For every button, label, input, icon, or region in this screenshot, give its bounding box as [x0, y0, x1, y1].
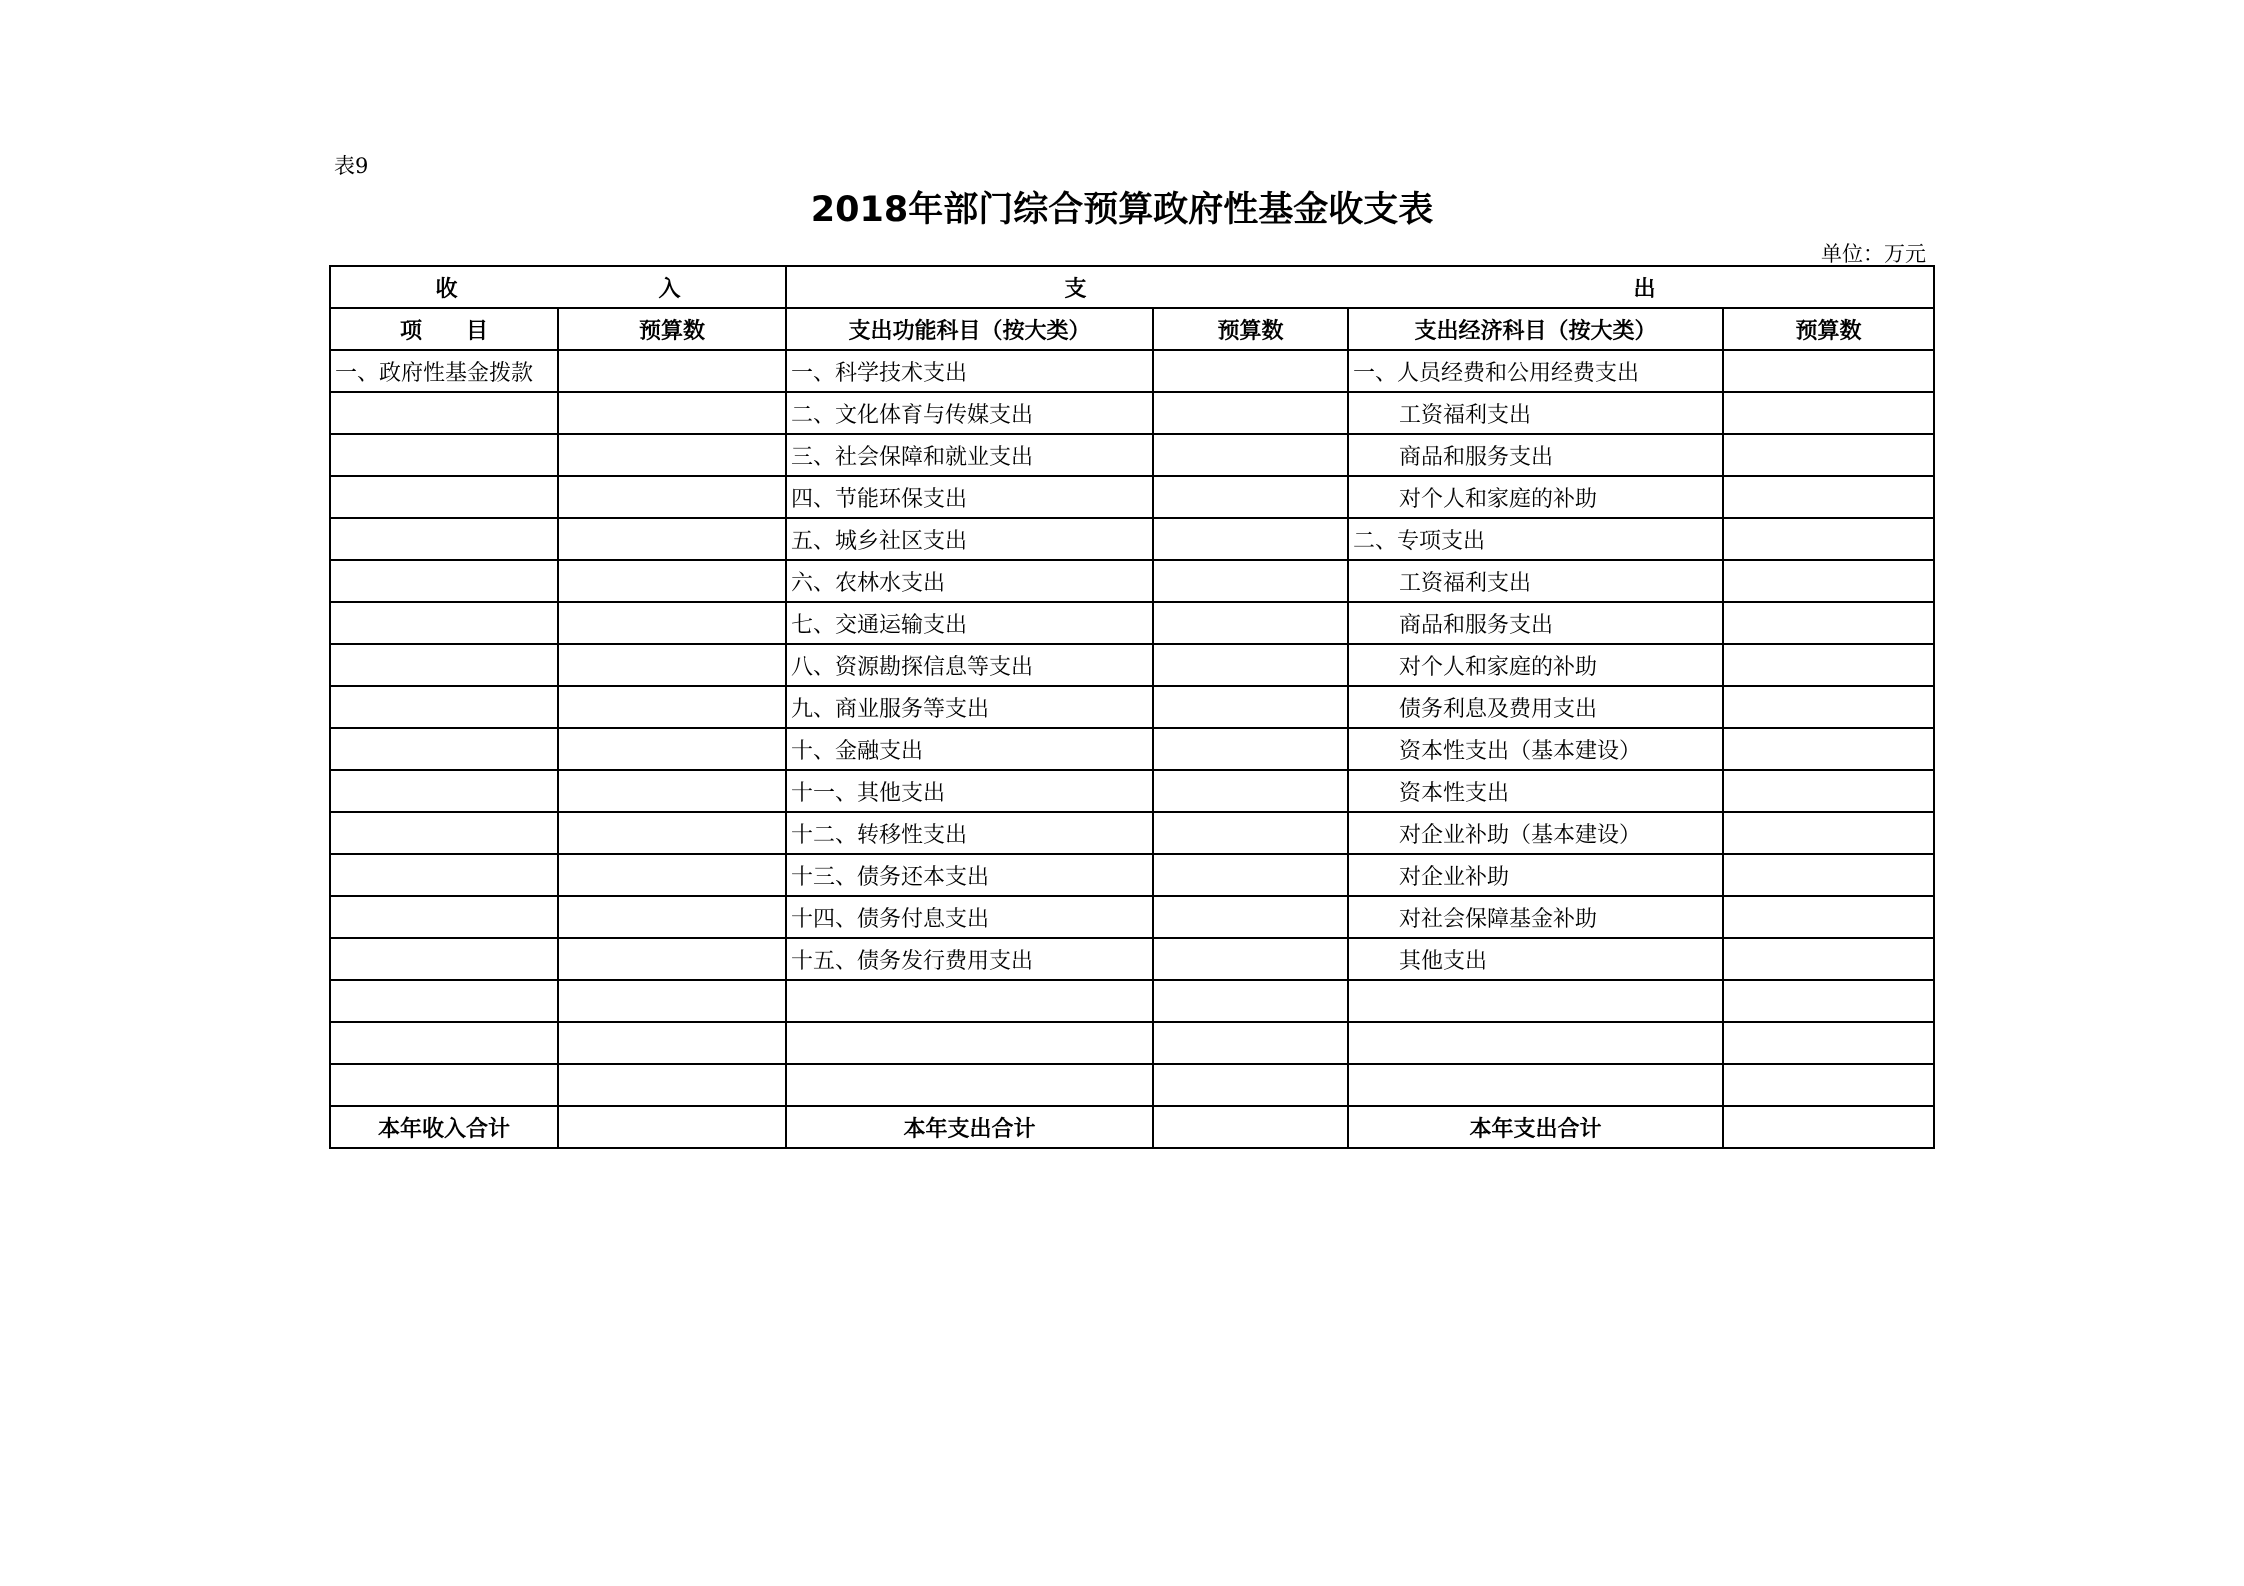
col-header-func-budget: 预算数 [1153, 308, 1348, 350]
income-budget-cell [558, 938, 786, 980]
table-row [330, 770, 1934, 812]
income-budget-cell [558, 728, 786, 770]
func-budget-cell [1153, 392, 1348, 434]
func-budget-cell [1153, 1064, 1348, 1106]
func-subject-cell: 九、商业服务等支出 [786, 686, 1153, 728]
func-subject-cell: 七、交通运输支出 [786, 602, 1153, 644]
income-group-header [330, 266, 786, 308]
econ-budget-cell [1723, 560, 1934, 602]
func-total-label: 本年支出合计 [786, 1106, 1153, 1148]
func-budget-cell [1153, 686, 1348, 728]
econ-subject-cell: 对个人和家庭的补助 [1348, 476, 1723, 518]
econ-budget-cell [1723, 812, 1934, 854]
income-item-cell [330, 518, 558, 560]
func-budget-cell [1153, 1022, 1348, 1064]
income-budget-cell [558, 644, 786, 686]
func-subject-cell: 一、科学技术支出 [786, 350, 1153, 392]
func-subject-cell: 八、资源勘探信息等支出 [786, 644, 1153, 686]
econ-subject-cell: 债务利息及费用支出 [1348, 686, 1723, 728]
group-header-row [330, 266, 1934, 308]
func-subject-cell: 六、农林水支出 [786, 560, 1153, 602]
table-row [330, 980, 1934, 1022]
func-budget-cell [1153, 980, 1348, 1022]
income-item-cell [330, 1022, 558, 1064]
econ-subject-cell: 对企业补助 [1348, 854, 1723, 896]
income-item-cell [330, 644, 558, 686]
budget-table [329, 265, 1935, 1149]
income-budget-cell [558, 392, 786, 434]
table-row [330, 1064, 1934, 1106]
econ-subject-cell [1348, 1064, 1723, 1106]
col-header-item: 项 目 [330, 308, 558, 350]
econ-subject-cell: 商品和服务支出 [1348, 434, 1723, 476]
col-header-func-subject: 支出功能科目（按大类） [786, 308, 1153, 350]
func-budget-cell [1153, 770, 1348, 812]
income-total-value [558, 1106, 786, 1148]
econ-budget-cell [1723, 1022, 1934, 1064]
col-header-econ-budget: 预算数 [1723, 308, 1934, 350]
func-budget-cell [1153, 854, 1348, 896]
econ-subject-cell: 对个人和家庭的补助 [1348, 644, 1723, 686]
table-row [330, 686, 1934, 728]
econ-subject-cell: 工资福利支出 [1348, 392, 1723, 434]
func-subject-cell: 二、文化体育与传媒支出 [786, 392, 1153, 434]
func-budget-cell [1153, 812, 1348, 854]
table-row [330, 602, 1934, 644]
func-budget-cell [1153, 728, 1348, 770]
income-item-cell [330, 980, 558, 1022]
econ-budget-cell [1723, 350, 1934, 392]
income-item-cell [330, 476, 558, 518]
income-group-char-1: 收 [435, 276, 458, 302]
unit-label: 单位：万元 [1821, 242, 1926, 266]
func-subject-cell: 十、金融支出 [786, 728, 1153, 770]
func-budget-cell [1153, 896, 1348, 938]
econ-subject-cell [1348, 1022, 1723, 1064]
econ-subject-cell: 其他支出 [1348, 938, 1723, 980]
econ-total-label: 本年支出合计 [1348, 1106, 1723, 1148]
expense-group-header [786, 266, 1934, 308]
table-row [330, 350, 1934, 392]
totals-row [330, 1106, 1934, 1148]
income-budget-cell [558, 1022, 786, 1064]
econ-budget-cell [1723, 602, 1934, 644]
income-budget-cell [558, 980, 786, 1022]
econ-budget-cell [1723, 854, 1934, 896]
income-budget-cell [558, 476, 786, 518]
income-item-cell [330, 812, 558, 854]
column-header-row [330, 308, 1934, 350]
income-item-cell: 一、政府性基金拨款 [330, 350, 558, 392]
econ-budget-cell [1723, 644, 1934, 686]
func-subject-cell [786, 1064, 1153, 1106]
econ-budget-cell [1723, 518, 1934, 560]
col-header-econ-subject: 支出经济科目（按大类） [1348, 308, 1723, 350]
income-item-cell [330, 560, 558, 602]
func-subject-cell: 五、城乡社区支出 [786, 518, 1153, 560]
econ-budget-cell [1723, 770, 1934, 812]
income-item-cell [330, 896, 558, 938]
col-header-income-budget: 预算数 [558, 308, 786, 350]
func-budget-cell [1153, 476, 1348, 518]
table-row [330, 434, 1934, 476]
econ-subject-cell: 对社会保障基金补助 [1348, 896, 1723, 938]
econ-subject-cell [1348, 980, 1723, 1022]
func-subject-cell [786, 1022, 1153, 1064]
income-budget-cell [558, 350, 786, 392]
func-subject-cell [786, 980, 1153, 1022]
income-item-cell [330, 434, 558, 476]
func-subject-cell: 十二、转移性支出 [786, 812, 1153, 854]
func-subject-cell: 四、节能环保支出 [786, 476, 1153, 518]
econ-budget-cell [1723, 980, 1934, 1022]
func-budget-cell [1153, 560, 1348, 602]
expense-group-char-2: 出 [1633, 276, 1656, 302]
econ-subject-cell: 对企业补助（基本建设） [1348, 812, 1723, 854]
income-item-cell [330, 1064, 558, 1106]
func-budget-cell [1153, 350, 1348, 392]
page-title: 2018年部门综合预算政府性基金收支表 [810, 190, 1434, 230]
func-subject-cell: 十四、债务付息支出 [786, 896, 1153, 938]
table-row [330, 644, 1934, 686]
func-subject-cell: 三、社会保障和就业支出 [786, 434, 1153, 476]
income-item-cell [330, 728, 558, 770]
income-item-cell [330, 392, 558, 434]
income-item-cell [330, 686, 558, 728]
econ-subject-cell: 商品和服务支出 [1348, 602, 1723, 644]
func-budget-cell [1153, 644, 1348, 686]
table-row [330, 812, 1934, 854]
econ-subject-cell: 一、人员经费和公用经费支出 [1348, 350, 1723, 392]
func-budget-cell [1153, 938, 1348, 980]
income-budget-cell [558, 602, 786, 644]
econ-subject-cell: 资本性支出（基本建设） [1348, 728, 1723, 770]
income-budget-cell [558, 1064, 786, 1106]
econ-budget-cell [1723, 1064, 1934, 1106]
econ-subject-cell: 资本性支出 [1348, 770, 1723, 812]
income-group-char-2: 入 [658, 276, 681, 302]
func-budget-cell [1153, 434, 1348, 476]
income-budget-cell [558, 896, 786, 938]
econ-budget-cell [1723, 686, 1934, 728]
func-subject-cell: 十三、债务还本支出 [786, 854, 1153, 896]
table-row [330, 560, 1934, 602]
expense-group-char-1: 支 [1064, 276, 1087, 302]
income-budget-cell [558, 854, 786, 896]
func-budget-cell [1153, 518, 1348, 560]
income-budget-cell [558, 434, 786, 476]
table-number-label: 表9 [334, 154, 369, 178]
income-budget-cell [558, 770, 786, 812]
income-budget-cell [558, 686, 786, 728]
econ-budget-cell [1723, 896, 1934, 938]
income-item-cell [330, 854, 558, 896]
table-row [330, 854, 1934, 896]
econ-budget-cell [1723, 476, 1934, 518]
econ-subject-cell: 二、专项支出 [1348, 518, 1723, 560]
econ-total-value [1723, 1106, 1934, 1148]
table-row [330, 476, 1934, 518]
econ-budget-cell [1723, 728, 1934, 770]
table-row [330, 518, 1934, 560]
income-budget-cell [558, 812, 786, 854]
income-budget-cell [558, 518, 786, 560]
econ-budget-cell [1723, 392, 1934, 434]
func-subject-cell: 十一、其他支出 [786, 770, 1153, 812]
func-total-value [1153, 1106, 1348, 1148]
income-total-label: 本年收入合计 [330, 1106, 558, 1148]
income-budget-cell [558, 560, 786, 602]
econ-budget-cell [1723, 434, 1934, 476]
table-row [330, 392, 1934, 434]
func-budget-cell [1153, 602, 1348, 644]
table-row [330, 938, 1934, 980]
econ-budget-cell [1723, 938, 1934, 980]
income-item-cell [330, 770, 558, 812]
table-row [330, 1022, 1934, 1064]
table-row [330, 728, 1934, 770]
econ-subject-cell: 工资福利支出 [1348, 560, 1723, 602]
func-subject-cell: 十五、债务发行费用支出 [786, 938, 1153, 980]
income-item-cell [330, 938, 558, 980]
table-row [330, 896, 1934, 938]
income-item-cell [330, 602, 558, 644]
